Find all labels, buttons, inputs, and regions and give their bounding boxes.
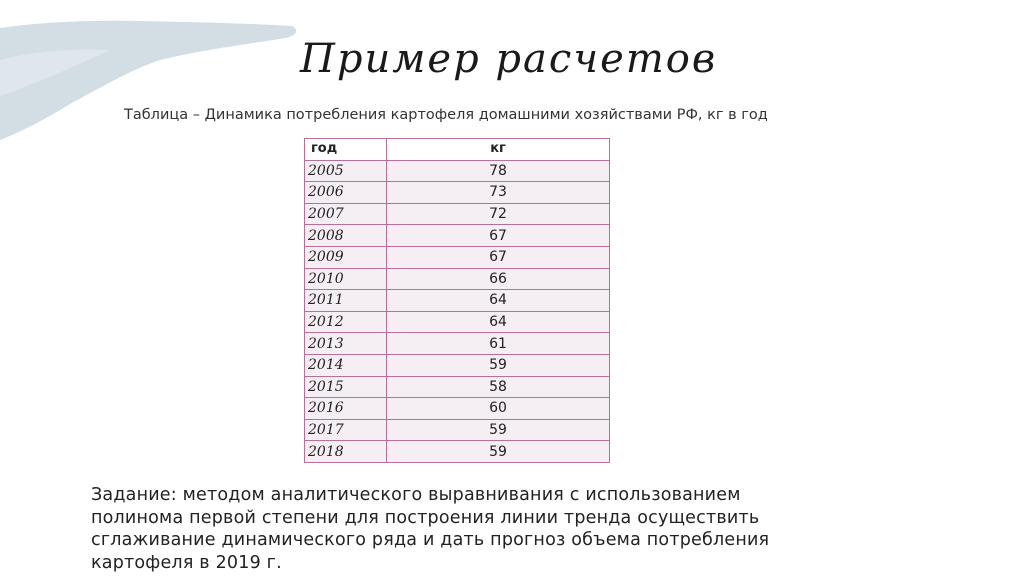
table-row bbox=[305, 160, 610, 182]
cell-kg: 59 bbox=[387, 441, 610, 463]
cell-kg: 66 bbox=[387, 268, 610, 290]
page-title: Пример расчетов bbox=[300, 36, 718, 82]
cell-kg: 78 bbox=[387, 160, 610, 182]
cell-year: 2013 bbox=[305, 333, 387, 355]
task-line: полинома первой степени для построения линии тренда осуществить bbox=[91, 507, 760, 528]
cell-year: 2018 bbox=[305, 441, 387, 463]
cell-year: 2012 bbox=[305, 311, 387, 333]
cell-kg: 67 bbox=[387, 225, 610, 247]
cell-year: 2009 bbox=[305, 246, 387, 268]
cell-year: 2010 bbox=[305, 268, 387, 290]
table-row bbox=[305, 333, 610, 355]
table-row bbox=[305, 182, 610, 204]
header-kg: кг bbox=[387, 139, 610, 161]
cell-kg: 72 bbox=[387, 203, 610, 225]
table-row bbox=[305, 376, 610, 398]
header-year: год bbox=[305, 139, 387, 161]
table-row bbox=[305, 441, 610, 463]
consumption-table bbox=[304, 138, 610, 463]
table-row bbox=[305, 354, 610, 376]
cell-year: 2015 bbox=[305, 376, 387, 398]
cell-year: 2017 bbox=[305, 419, 387, 441]
table-header-row bbox=[305, 139, 610, 161]
table-row bbox=[305, 268, 610, 290]
cell-kg: 64 bbox=[387, 311, 610, 333]
table-caption: Таблица – Динамика потребления картофеля домашними хозяйствами РФ, кг в год bbox=[124, 107, 768, 123]
cell-year: 2008 bbox=[305, 225, 387, 247]
cell-kg: 61 bbox=[387, 333, 610, 355]
cell-year: 2016 bbox=[305, 398, 387, 420]
cell-year: 2007 bbox=[305, 203, 387, 225]
cell-year: 2005 bbox=[305, 160, 387, 182]
cell-kg: 59 bbox=[387, 419, 610, 441]
cell-kg: 58 bbox=[387, 376, 610, 398]
cell-kg: 64 bbox=[387, 290, 610, 312]
brush-stroke-decoration bbox=[0, 0, 300, 160]
task-line: Задание: методом аналитического выравнивания с использованием bbox=[91, 485, 741, 505]
cell-year: 2014 bbox=[305, 354, 387, 376]
cell-year: 2006 bbox=[305, 182, 387, 204]
cell-kg: 67 bbox=[387, 246, 610, 268]
cell-kg: 60 bbox=[387, 398, 610, 420]
task-line: сглаживание динамического ряда и дать прогноз объема потребления bbox=[91, 530, 770, 550]
table-row bbox=[305, 246, 610, 268]
cell-year: 2011 bbox=[305, 290, 387, 312]
table-row bbox=[305, 311, 610, 333]
task-text bbox=[91, 484, 991, 574]
table-row bbox=[305, 203, 610, 225]
table-row bbox=[305, 419, 610, 441]
cell-kg: 73 bbox=[387, 182, 610, 204]
task-line: картофеля в 2019 г. bbox=[91, 552, 282, 573]
cell-kg: 59 bbox=[387, 354, 610, 376]
table-row bbox=[305, 398, 610, 420]
table-row bbox=[305, 225, 610, 247]
table-row bbox=[305, 290, 610, 312]
